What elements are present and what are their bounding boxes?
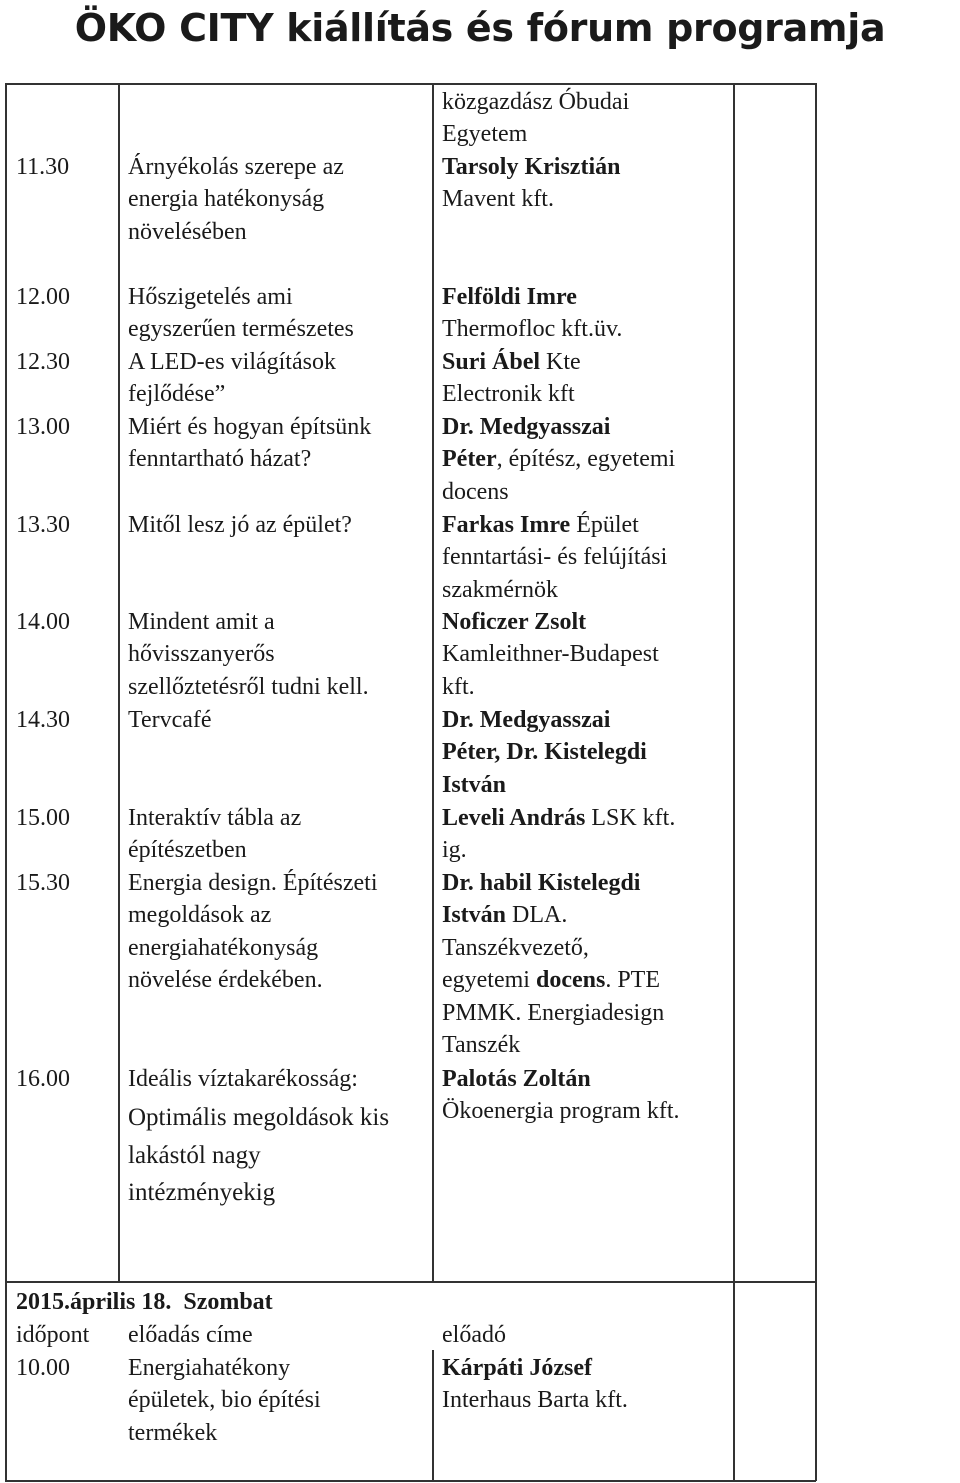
row-title	[128, 509, 428, 541]
row-speaker	[442, 346, 732, 411]
speaker-name: Suri Ábel	[442, 349, 541, 375]
title-line: intézményekig	[128, 1179, 276, 1207]
title-line: Interaktív tábla az	[128, 805, 302, 831]
row-title	[128, 1352, 428, 1449]
row-speaker	[442, 509, 732, 606]
title-line: növelése érdekében.	[128, 967, 323, 994]
row-title	[128, 151, 428, 248]
speaker-affiliation: ig.	[442, 837, 467, 864]
speaker-name: Dr. Medgyasszai	[442, 707, 611, 733]
speaker-affiliation: docens	[442, 478, 509, 505]
row-time: 15.30	[16, 870, 70, 896]
speaker-name: Péter, Dr. Kistelegdi	[442, 739, 647, 766]
speaker-affiliation: egyetemi	[442, 967, 536, 994]
row-time: 11.30	[16, 154, 70, 180]
title-line: fejlődése”	[128, 381, 226, 408]
column-header-title: előadás címe	[128, 1322, 253, 1348]
row-time: 12.00	[16, 284, 70, 310]
speaker-affiliation: , építész, egyetemi	[496, 446, 676, 473]
speaker-affiliation: Kte	[540, 349, 581, 375]
title-line: Energiahatékony	[128, 1355, 291, 1381]
row-speaker	[442, 802, 732, 867]
speaker-name: Palotás Zoltán	[442, 1066, 591, 1092]
speaker-affiliation: Épület	[570, 512, 639, 538]
title-line: Mitől lesz jó az épület?	[128, 512, 352, 538]
speaker-affiliation: docens	[535, 967, 606, 994]
speaker-affiliation: PMMK. Energiadesign	[442, 999, 665, 1026]
speaker-line: közgazdász Óbudai	[442, 89, 630, 115]
speaker-affiliation: LSK kft.	[585, 805, 676, 831]
speaker-affiliation: Interhaus Barta kft.	[442, 1387, 628, 1414]
speaker-affiliation: kft.	[442, 673, 475, 700]
speaker-affiliation: Tanszék	[442, 1032, 521, 1059]
speaker-name: István	[442, 771, 507, 798]
title-line: Miért és hogyan építsünk	[128, 414, 372, 440]
title-line: energia hatékonyság	[128, 186, 325, 213]
speaker-name: Tarsoly Krisztián	[442, 154, 621, 180]
title-line: növelésében	[128, 218, 247, 245]
speaker-affiliation: fenntartási- és felújítási	[442, 544, 668, 571]
title-line: Mindent amit a	[128, 609, 275, 635]
speaker-name: Leveli András	[442, 805, 586, 831]
title-line: szellőztetésről tudni kell.	[128, 673, 369, 700]
row-time: 12.30	[16, 349, 70, 375]
speaker-name: István	[442, 902, 507, 929]
title-line: energiahatékonyság	[128, 934, 319, 961]
row-title	[128, 1063, 428, 1212]
speaker-name: Kárpáti József	[442, 1355, 592, 1381]
title-line: Hőszigetelés ami	[128, 284, 293, 310]
speaker-affiliation: Electronik kft	[442, 381, 575, 408]
row-title	[128, 704, 428, 736]
title-line: Energia design. Építészeti	[128, 870, 378, 896]
speaker-continuation	[442, 86, 732, 151]
row-title	[128, 281, 428, 346]
row-title	[128, 606, 428, 703]
row-speaker	[442, 281, 732, 346]
row-speaker	[442, 411, 732, 508]
title-line: fenntartható házat?	[128, 446, 312, 473]
title-line: termékek	[128, 1419, 218, 1446]
speaker-affiliation: Kamleithner-Budapest	[442, 641, 659, 668]
speaker-affiliation: Mavent kft.	[442, 186, 554, 213]
row-time: 13.00	[16, 414, 70, 440]
title-line: épületek, bio építési	[128, 1387, 321, 1414]
row-speaker	[442, 1352, 732, 1417]
page-title: ÖKO CITY kiállítás és fórum programja	[74, 6, 886, 50]
row-speaker	[442, 704, 732, 801]
row-title	[128, 867, 428, 997]
row-speaker	[442, 1063, 732, 1128]
speaker-affiliation: Ökoenergia program kft.	[442, 1098, 680, 1125]
speaker-name: Felföldi Imre	[442, 284, 577, 310]
column-header-speaker: előadó	[442, 1322, 506, 1348]
row-title	[128, 802, 428, 867]
row-time: 14.00	[16, 609, 70, 635]
title-line: Ideális víztakarékosság:	[128, 1066, 358, 1092]
title-line: Optimális megoldások kis	[128, 1104, 390, 1132]
speaker-name: Péter	[442, 446, 497, 473]
title-line: egyszerűen természetes	[128, 316, 354, 343]
row-speaker	[442, 867, 732, 1061]
speaker-affiliation: szakmérnök	[442, 576, 558, 603]
row-title	[128, 411, 428, 476]
title-line: Tervcafé	[128, 707, 212, 733]
speaker-affiliation: DLA.	[506, 902, 568, 929]
title-line: lakástól nagy	[128, 1141, 261, 1169]
saturday-heading: 2015.április 18. Szombat	[16, 1289, 273, 1315]
title-line: Árnyékolás szerepe az	[128, 154, 344, 180]
speaker-line: Egyetem	[442, 121, 528, 148]
speaker-affiliation: . PTE	[605, 967, 660, 994]
speaker-affiliation: Thermofloc kft.üv.	[442, 316, 623, 343]
speaker-affiliation: Tanszékvezető,	[442, 934, 589, 961]
column-header-time: időpont	[16, 1322, 90, 1348]
speaker-name: Noficzer Zsolt	[442, 609, 587, 635]
title-line: A LED-es világítások	[128, 349, 336, 375]
speaker-name: Dr. Medgyasszai	[442, 414, 611, 440]
row-time: 16.00	[16, 1066, 70, 1092]
row-time: 13.30	[16, 512, 70, 538]
row-speaker	[442, 151, 732, 216]
title-line: megoldások az	[128, 902, 272, 929]
row-title	[128, 346, 428, 411]
row-time: 10.00	[16, 1355, 70, 1381]
title-line: építészetben	[128, 837, 247, 864]
title-line: hővisszanyerős	[128, 641, 275, 668]
row-time: 14.30	[16, 707, 70, 733]
row-speaker	[442, 606, 732, 703]
row-time: 15.00	[16, 805, 70, 831]
speaker-name: Farkas Imre	[442, 512, 571, 538]
speaker-name: Dr. habil Kistelegdi	[442, 870, 641, 896]
